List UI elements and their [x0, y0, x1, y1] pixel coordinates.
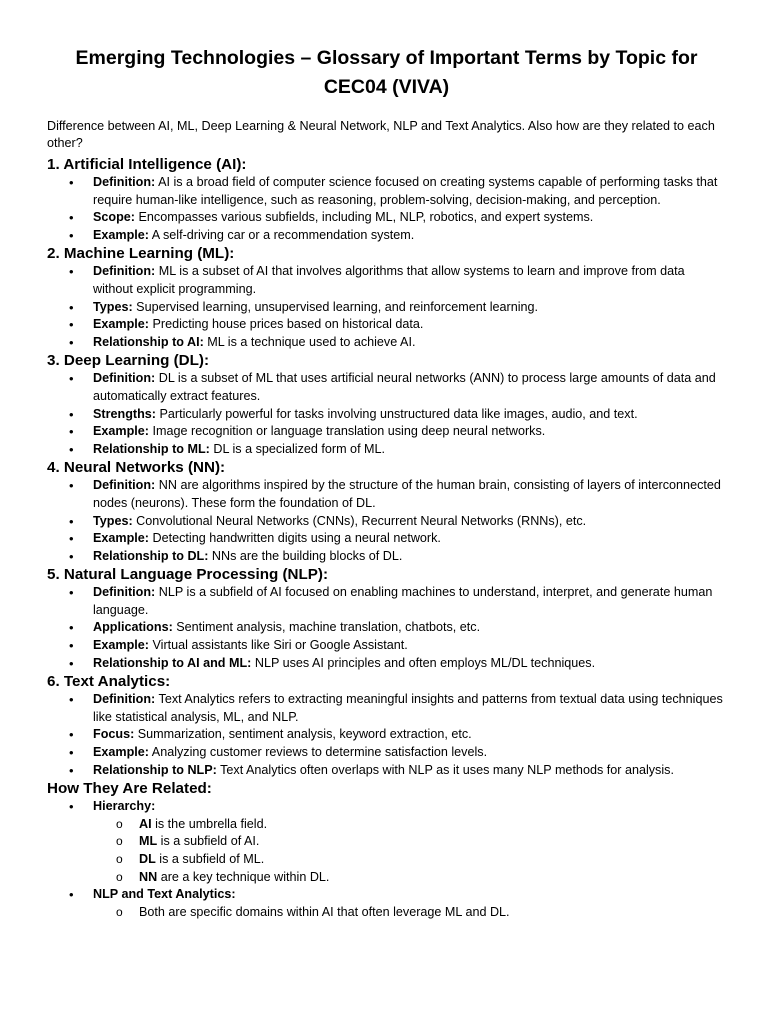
term-label: Relationship to DL:: [93, 548, 209, 563]
term-text: Text Analytics often overlaps with NLP as it uses many NLP methods for analysis.: [216, 762, 674, 777]
related-heading: How They Are Related:: [47, 780, 212, 798]
list-item: [93, 370, 726, 405]
term-text: Supervised learning, unsupervised learning, and reinforcement learning.: [132, 299, 539, 314]
list-item: [93, 513, 726, 531]
term-label: Relationship to AI and ML:: [93, 655, 252, 670]
list-item: [93, 423, 726, 441]
term-label: Strengths:: [93, 406, 156, 421]
term-text: is a subfield of AI.: [157, 834, 260, 849]
term-label: Relationship to AI:: [93, 334, 204, 349]
term-text: Summarization, sentiment analysis, keyword extraction, etc.: [134, 727, 472, 742]
intro-paragraph: Difference between AI, ML, Deep Learning & Neural Network, NLP and Text Analytics. Also how are they related to each other?: [47, 119, 715, 150]
term-text: Text Analytics refers to extracting meaningful insights and patterns from textual data using techniques like statistical analysis, ML, and NLP.: [93, 692, 723, 724]
term-label: Example:: [93, 745, 149, 760]
term-text: are a key technique within DL.: [157, 869, 330, 884]
section-heading-nlp: 5. Natural Language Processing (NLP):: [47, 566, 329, 584]
term-label: Definition:: [93, 692, 156, 707]
section-list-nlp: [47, 584, 726, 672]
term-text: is the umbrella field.: [151, 816, 268, 831]
term-text: DL is a subset of ML that uses artificial neural networks (ANN) to process large amounts of data and automatically extract features.: [93, 371, 716, 403]
term-label: Types:: [93, 513, 133, 528]
term-text: NLP is a subfield of AI focused on enabling machines to understand, interpret, and generate human language.: [93, 585, 713, 617]
term-label: DL: [139, 852, 156, 866]
term-label: Focus:: [93, 727, 135, 742]
term-text: is a subfield of ML.: [155, 852, 265, 866]
list-item: [93, 477, 726, 512]
term-label: AI: [139, 816, 152, 831]
term-text: Convolutional Neural Networks (CNNs), Recurrent Neural Networks (RNNs), etc.: [132, 513, 587, 528]
term-label: Definition:: [93, 264, 156, 279]
section-heading-ai: 1. Artificial Intelligence (AI):: [47, 156, 247, 173]
section-heading-nn: 4. Neural Networks (NN):: [47, 459, 226, 477]
list-item: [93, 886, 726, 921]
list-item: [93, 441, 726, 459]
section-list-dl: [47, 370, 726, 458]
term-text: A self-driving car or a recommendation system.: [149, 227, 415, 242]
hierarchy-sublist: [93, 816, 726, 886]
term-text: Sentiment analysis, machine translation, chatbots, etc.: [172, 620, 481, 635]
section-list-nn: [47, 477, 726, 565]
list-item: [93, 691, 726, 726]
list-item: [93, 655, 726, 673]
term-label: Example:: [93, 531, 149, 546]
section-list-ai: [47, 174, 726, 244]
term-text: NN are algorithms inspired by the structure of the human brain, consisting of layers of interconnected nodes (neurons). These form the foundation of DL.: [93, 478, 721, 510]
list-item: [93, 316, 726, 334]
term-text: DL is a specialized form of ML.: [209, 441, 386, 456]
term-text: ML is a subset of AI that involves algorithms that allow systems to learn and improve from data without explicit programming.: [93, 264, 685, 296]
term-text: AI is a broad field of computer science focused on creating systems capable of performing tasks that require human-like intelligence, such as reasoning, problem-solving, decision-making, and perception.: [93, 175, 718, 207]
section-heading-dl: 3. Deep Learning (DL):: [47, 352, 210, 370]
nlp-text-sublist: [93, 904, 726, 922]
term-text: NLP uses AI principles and often employs ML/DL techniques.: [251, 655, 596, 670]
term-label: Example:: [93, 424, 149, 439]
term-label: ML: [139, 834, 158, 849]
list-item: [93, 227, 726, 245]
list-item: [93, 584, 726, 619]
nlp-text-label: NLP and Text Analytics:: [93, 887, 236, 902]
term-label: Example:: [93, 638, 149, 653]
list-item: [93, 798, 726, 886]
list-item: [93, 637, 726, 655]
sub-list-item: [139, 833, 726, 851]
list-item: [93, 726, 726, 744]
term-label: NN: [139, 869, 158, 884]
term-label: Example:: [93, 317, 149, 332]
term-text: Detecting handwritten digits using a neural network.: [149, 531, 441, 546]
term-text: Analyzing customer reviews to determine satisfaction levels.: [149, 745, 488, 760]
term-label: Example:: [93, 227, 149, 242]
term-text: ML is a technique used to achieve AI.: [203, 334, 416, 349]
term-text: NNs are the building blocks of DL.: [208, 548, 403, 563]
list-item: [93, 174, 726, 209]
term-text: Predicting house prices based on historical data.: [149, 317, 424, 332]
term-text: Virtual assistants like Siri or Google Assistant.: [149, 638, 408, 653]
term-text: Image recognition or language translation using deep neural networks.: [149, 424, 546, 439]
list-item: [93, 762, 726, 780]
list-item: [93, 619, 726, 637]
sub-list-item: [139, 869, 726, 887]
list-item: [93, 334, 726, 352]
sub-list-item: [139, 904, 726, 922]
term-label: Definition:: [93, 478, 156, 493]
term-label: Definition:: [93, 371, 156, 386]
sub-list-item: [139, 816, 726, 834]
term-text: Particularly powerful for tasks involving unstructured data like images, audio, and text.: [155, 406, 638, 421]
term-label: Definition:: [93, 175, 156, 189]
section-heading-ml: 2. Machine Learning (ML):: [47, 245, 235, 263]
section-list-text-analytics: [47, 691, 726, 779]
list-item: [93, 209, 726, 227]
term-label: Relationship to NLP:: [93, 762, 217, 777]
document-title: Emerging Technologies – Glossary of Important Terms by Topic for CEC04 (VIVA): [75, 47, 698, 98]
list-item: [93, 299, 726, 317]
term-label: Relationship to ML:: [93, 441, 210, 456]
section-heading-text-analytics: 6. Text Analytics:: [47, 673, 171, 691]
list-item: [93, 263, 726, 298]
hierarchy-label: Hierarchy:: [93, 799, 156, 814]
related-list: [47, 798, 726, 921]
term-text: Encompasses various subfields, including ML, NLP, robotics, and expert systems.: [135, 210, 594, 225]
term-label: Definition:: [93, 585, 156, 600]
term-text: Both are specific domains within AI that often leverage ML and DL.: [139, 904, 510, 919]
list-item: [93, 530, 726, 548]
list-item: [93, 744, 726, 762]
list-item: [93, 406, 726, 424]
list-item: [93, 548, 726, 566]
term-label: Applications:: [93, 620, 173, 635]
term-label: Types:: [93, 299, 133, 314]
sub-list-item: [139, 851, 726, 869]
term-label: Scope:: [93, 210, 135, 225]
section-list-ml: [47, 263, 726, 351]
